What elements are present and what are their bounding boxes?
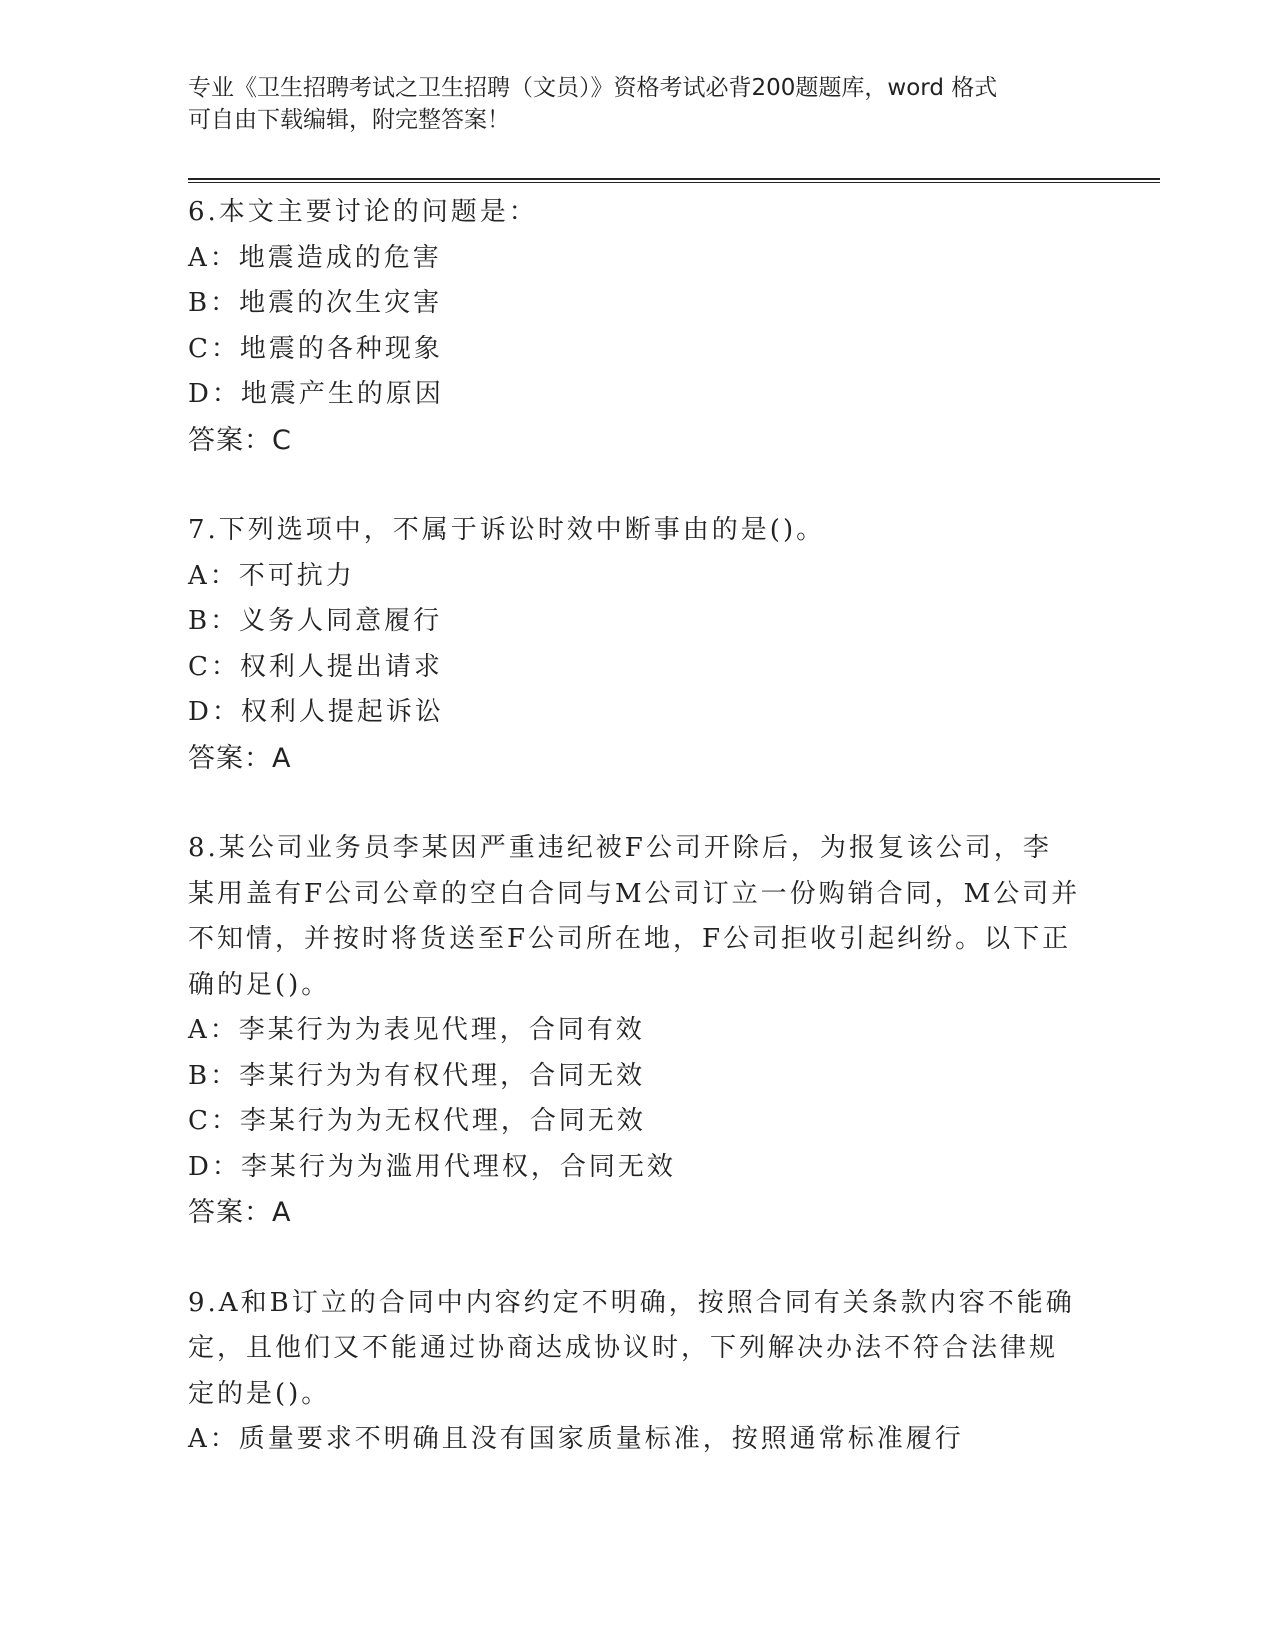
option-c: C：地震的各种现象: [188, 333, 443, 364]
option-a: A：不可抗力: [188, 560, 355, 591]
question-stem-line-1: 9.A和B订立的合同中内容约定不明确，按照合同有关条款内容不能确: [188, 1287, 1075, 1318]
header-line-1: 专业《卫生招聘考试之卫生招聘（文员）》资格考试必背200题题库，word 格式: [188, 75, 998, 101]
header-rule-thick: [188, 178, 1160, 180]
question-7: [188, 508, 1088, 781]
option-d: D：李某行为为滥用代理权，合同无效: [188, 1151, 676, 1182]
option-b: B：义务人同意履行: [188, 606, 443, 636]
question-8: [188, 826, 1088, 1236]
answer-label: 答案：A: [188, 742, 292, 774]
question-stem-line-4: 确的足()。: [188, 969, 331, 1000]
option-d: D：地震产生的原因: [188, 379, 444, 409]
header-line-2: 可自由下载编辑，附完整答案！: [188, 107, 510, 133]
question-stem-line-3: 定的是()。: [188, 1378, 331, 1409]
document-header: [188, 72, 1088, 136]
option-b: B：地震的次生灾害: [188, 288, 443, 318]
option-c: C：权利人提出请求: [188, 651, 443, 682]
question-stem-line-2: 某用盖有F公司公章的空白合同与M公司订立一份购销合同，M公司并: [188, 878, 1081, 909]
header-rule-thin: [188, 182, 1160, 183]
option-c: C：李某行为为无权代理，合同无效: [188, 1106, 646, 1136]
option-a: A：质量要求不明确且没有国家质量标准，按照通常标准履行: [188, 1424, 964, 1454]
option-a: A：地震造成的危害: [188, 242, 442, 273]
question-stem-line-3: 不知情，并按时将货送至F公司所在地，F公司拒收引起纠纷。以下正: [188, 924, 1072, 954]
question-stem-line-1: 8.某公司业务员李某因严重违纪被F公司开除后，为报复该公司，李: [188, 833, 1052, 863]
option-d: D：权利人提起诉讼: [188, 697, 444, 727]
option-a: A：李某行为为表见代理，合同有效: [188, 1015, 645, 1045]
question-list: [188, 190, 1088, 1463]
question-stem: 7.下列选项中，不属于诉讼时效中断事由的是()。: [188, 515, 826, 545]
answer-label: 答案：A: [188, 1197, 292, 1228]
answer-label: 答案：C: [188, 424, 292, 456]
question-6: [188, 190, 1088, 463]
question-stem: 6.本文主要讨论的问题是：: [188, 197, 538, 227]
question-stem-line-2: 定，且他们又不能通过协商达成协议时，下列解决办法不符合法律规: [188, 1333, 1059, 1363]
option-b: B：李某行为为有权代理，合同无效: [188, 1060, 646, 1091]
question-9: [188, 1281, 1088, 1463]
